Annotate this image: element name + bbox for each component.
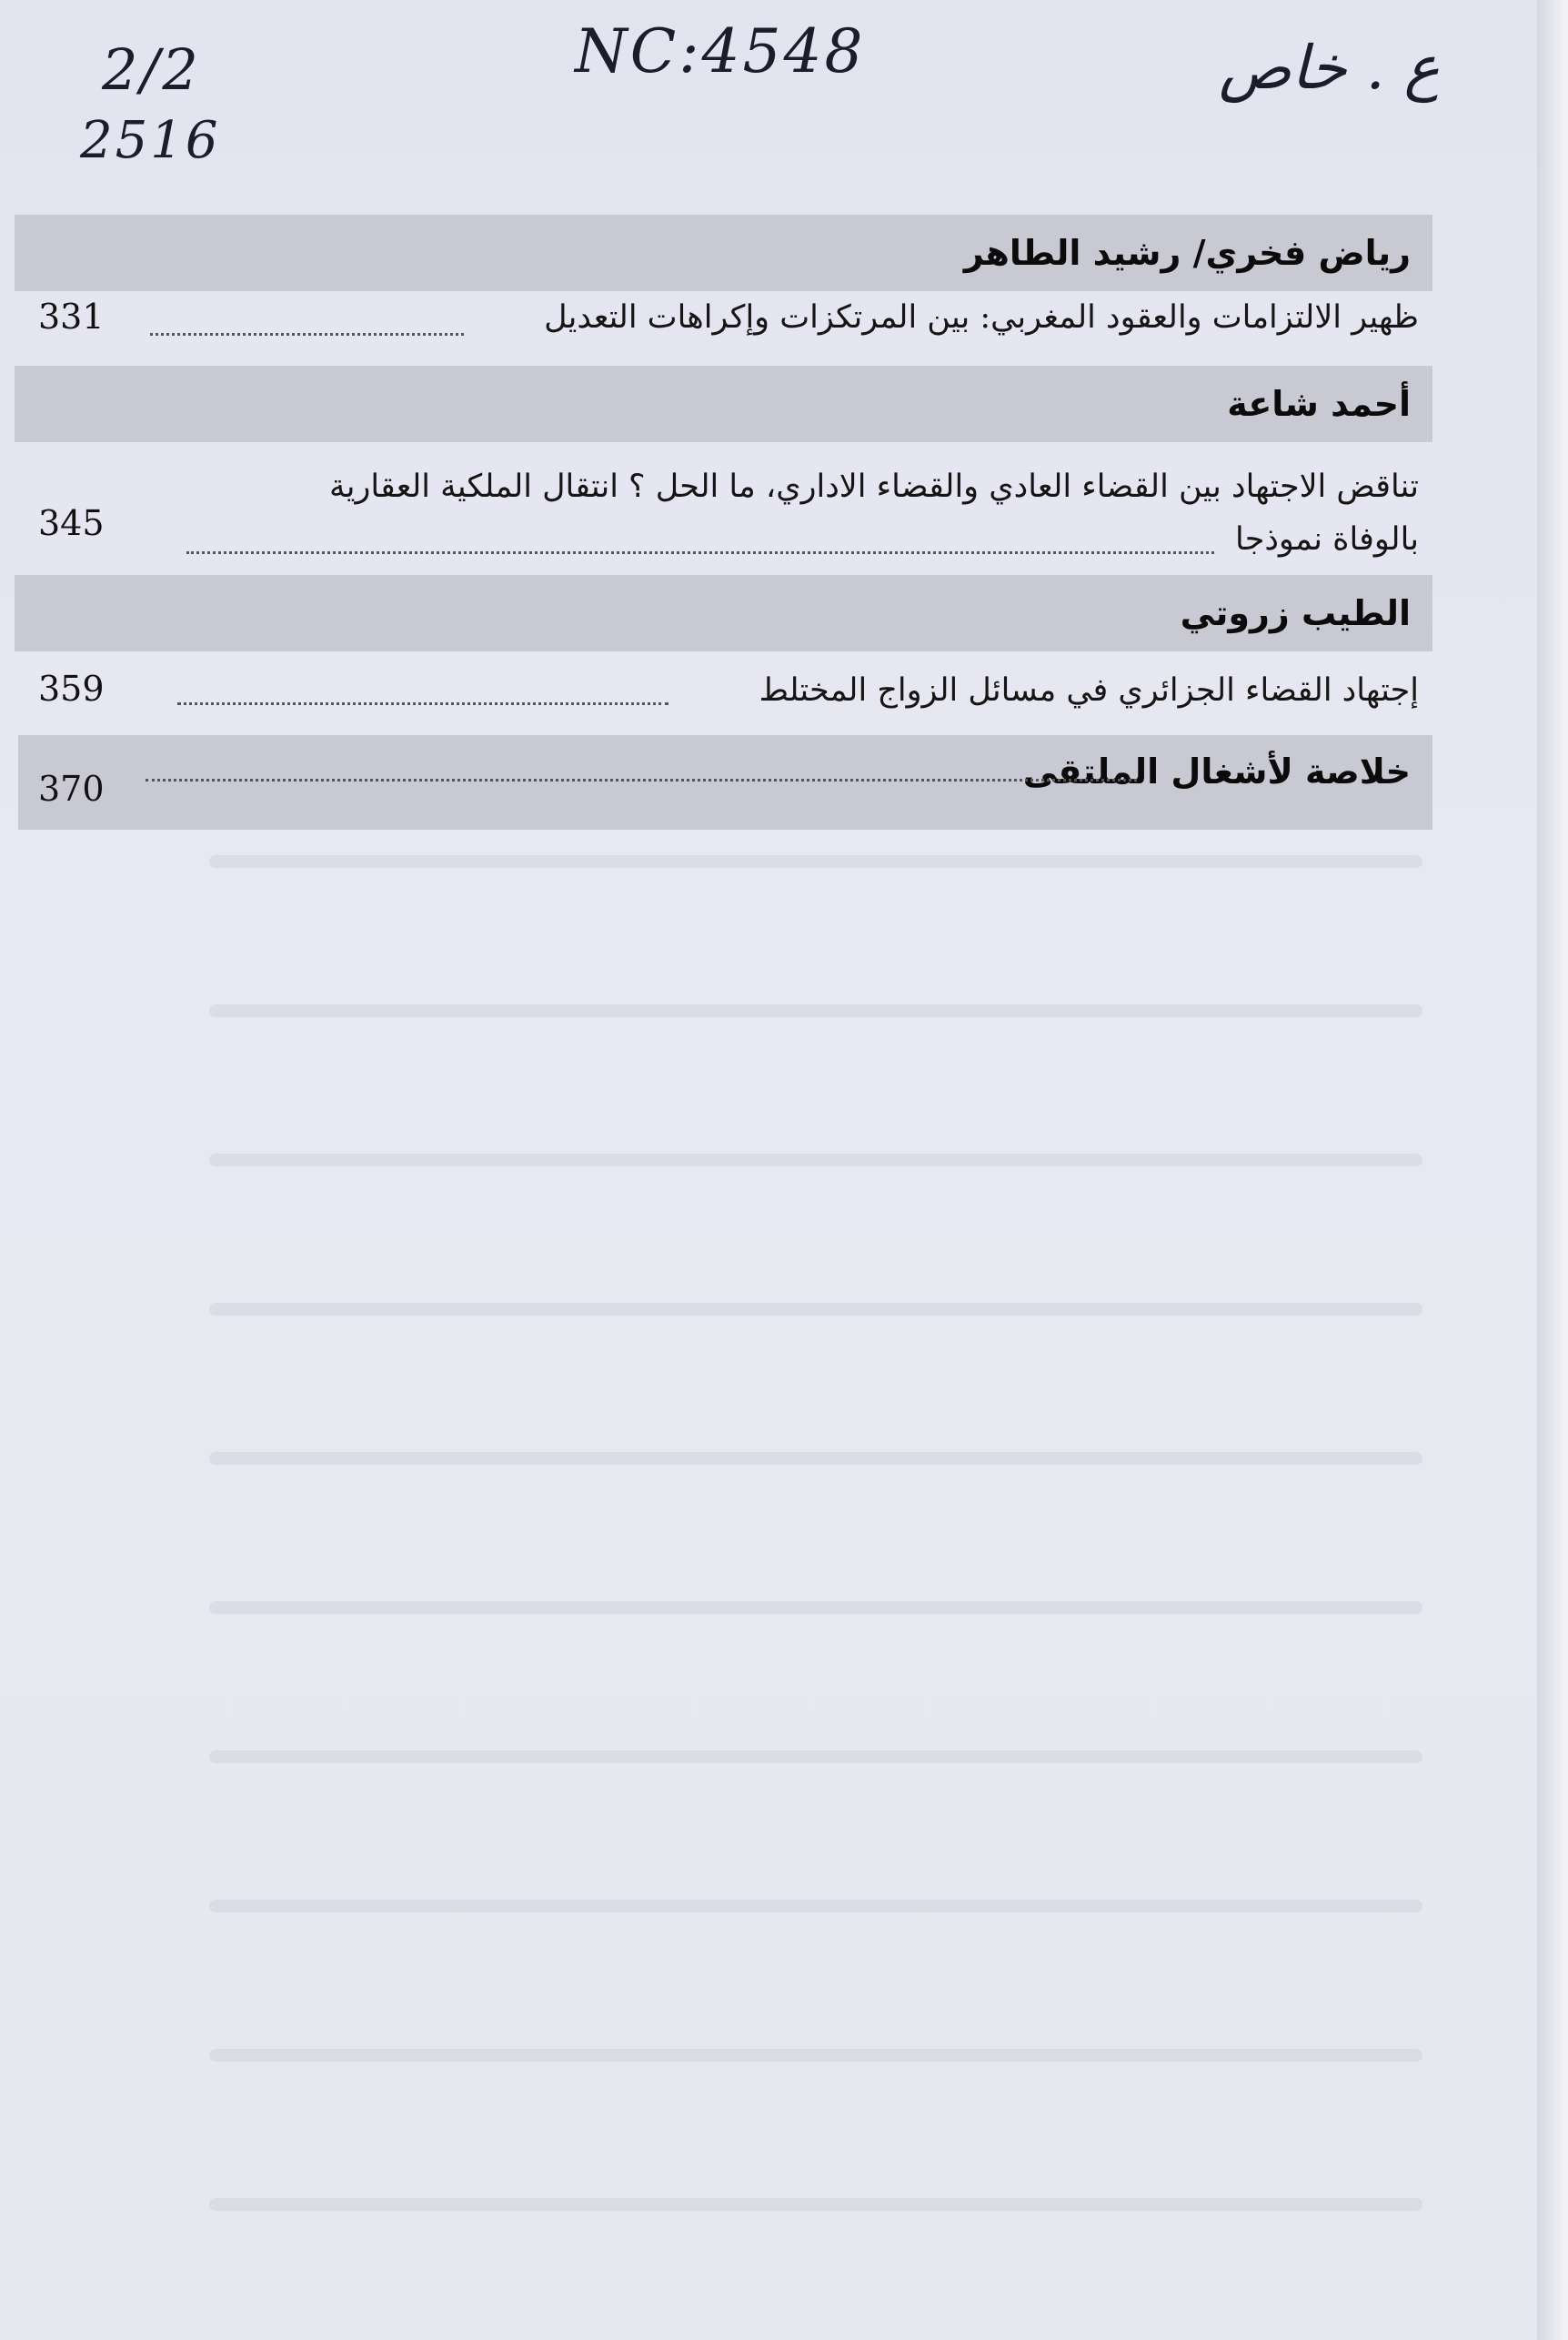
toc-entry[interactable]	[0, 664, 1419, 717]
entry-title: بالوفاة نموذجا	[1235, 521, 1419, 558]
author-heading-band	[15, 575, 1432, 651]
page-number: 370	[38, 769, 105, 809]
entry-title: تناقض الاجتهاد بين القضاء العادي والقضاء الاداري، ما الحل ؟ انتقال الملكية العقارية	[328, 469, 1419, 505]
entry-title: إجتهاد القضاء الجزائري في مسائل الزواج المختلط	[759, 672, 1419, 709]
closing-summary-label: خلاصة لأشغال الملتقى	[1022, 751, 1411, 792]
author-name: أحمد شاعة	[1227, 384, 1411, 424]
entry-title: ظهير الالتزامات والعقود المغربي: بين المرتكزات وإكراهات التعديل	[544, 299, 1419, 336]
page-number: 331	[38, 297, 105, 337]
handwritten-note: 2/2	[102, 36, 201, 103]
dot-leader	[150, 333, 464, 336]
handwritten-note: ع . خاص	[1219, 33, 1441, 103]
dot-leader	[146, 779, 1137, 782]
author-name: رياض فخري/ رشيد الطاهر	[963, 233, 1411, 273]
page-number: 345	[38, 503, 105, 543]
author-heading-band[interactable]	[18, 735, 1432, 830]
author-heading-band	[15, 366, 1432, 442]
dot-leader	[177, 702, 668, 705]
handwritten-note: 2516	[80, 111, 221, 170]
page-edge	[1537, 0, 1568, 2340]
author-heading-band	[15, 215, 1432, 291]
toc-entry[interactable]	[0, 291, 1419, 344]
author-name: الطيب زروتي	[1180, 593, 1411, 633]
dot-leader	[186, 551, 1214, 554]
handwritten-call-number: NC:4548	[575, 16, 866, 86]
toc-entry[interactable]	[0, 460, 1419, 566]
page-number: 359	[38, 669, 105, 709]
